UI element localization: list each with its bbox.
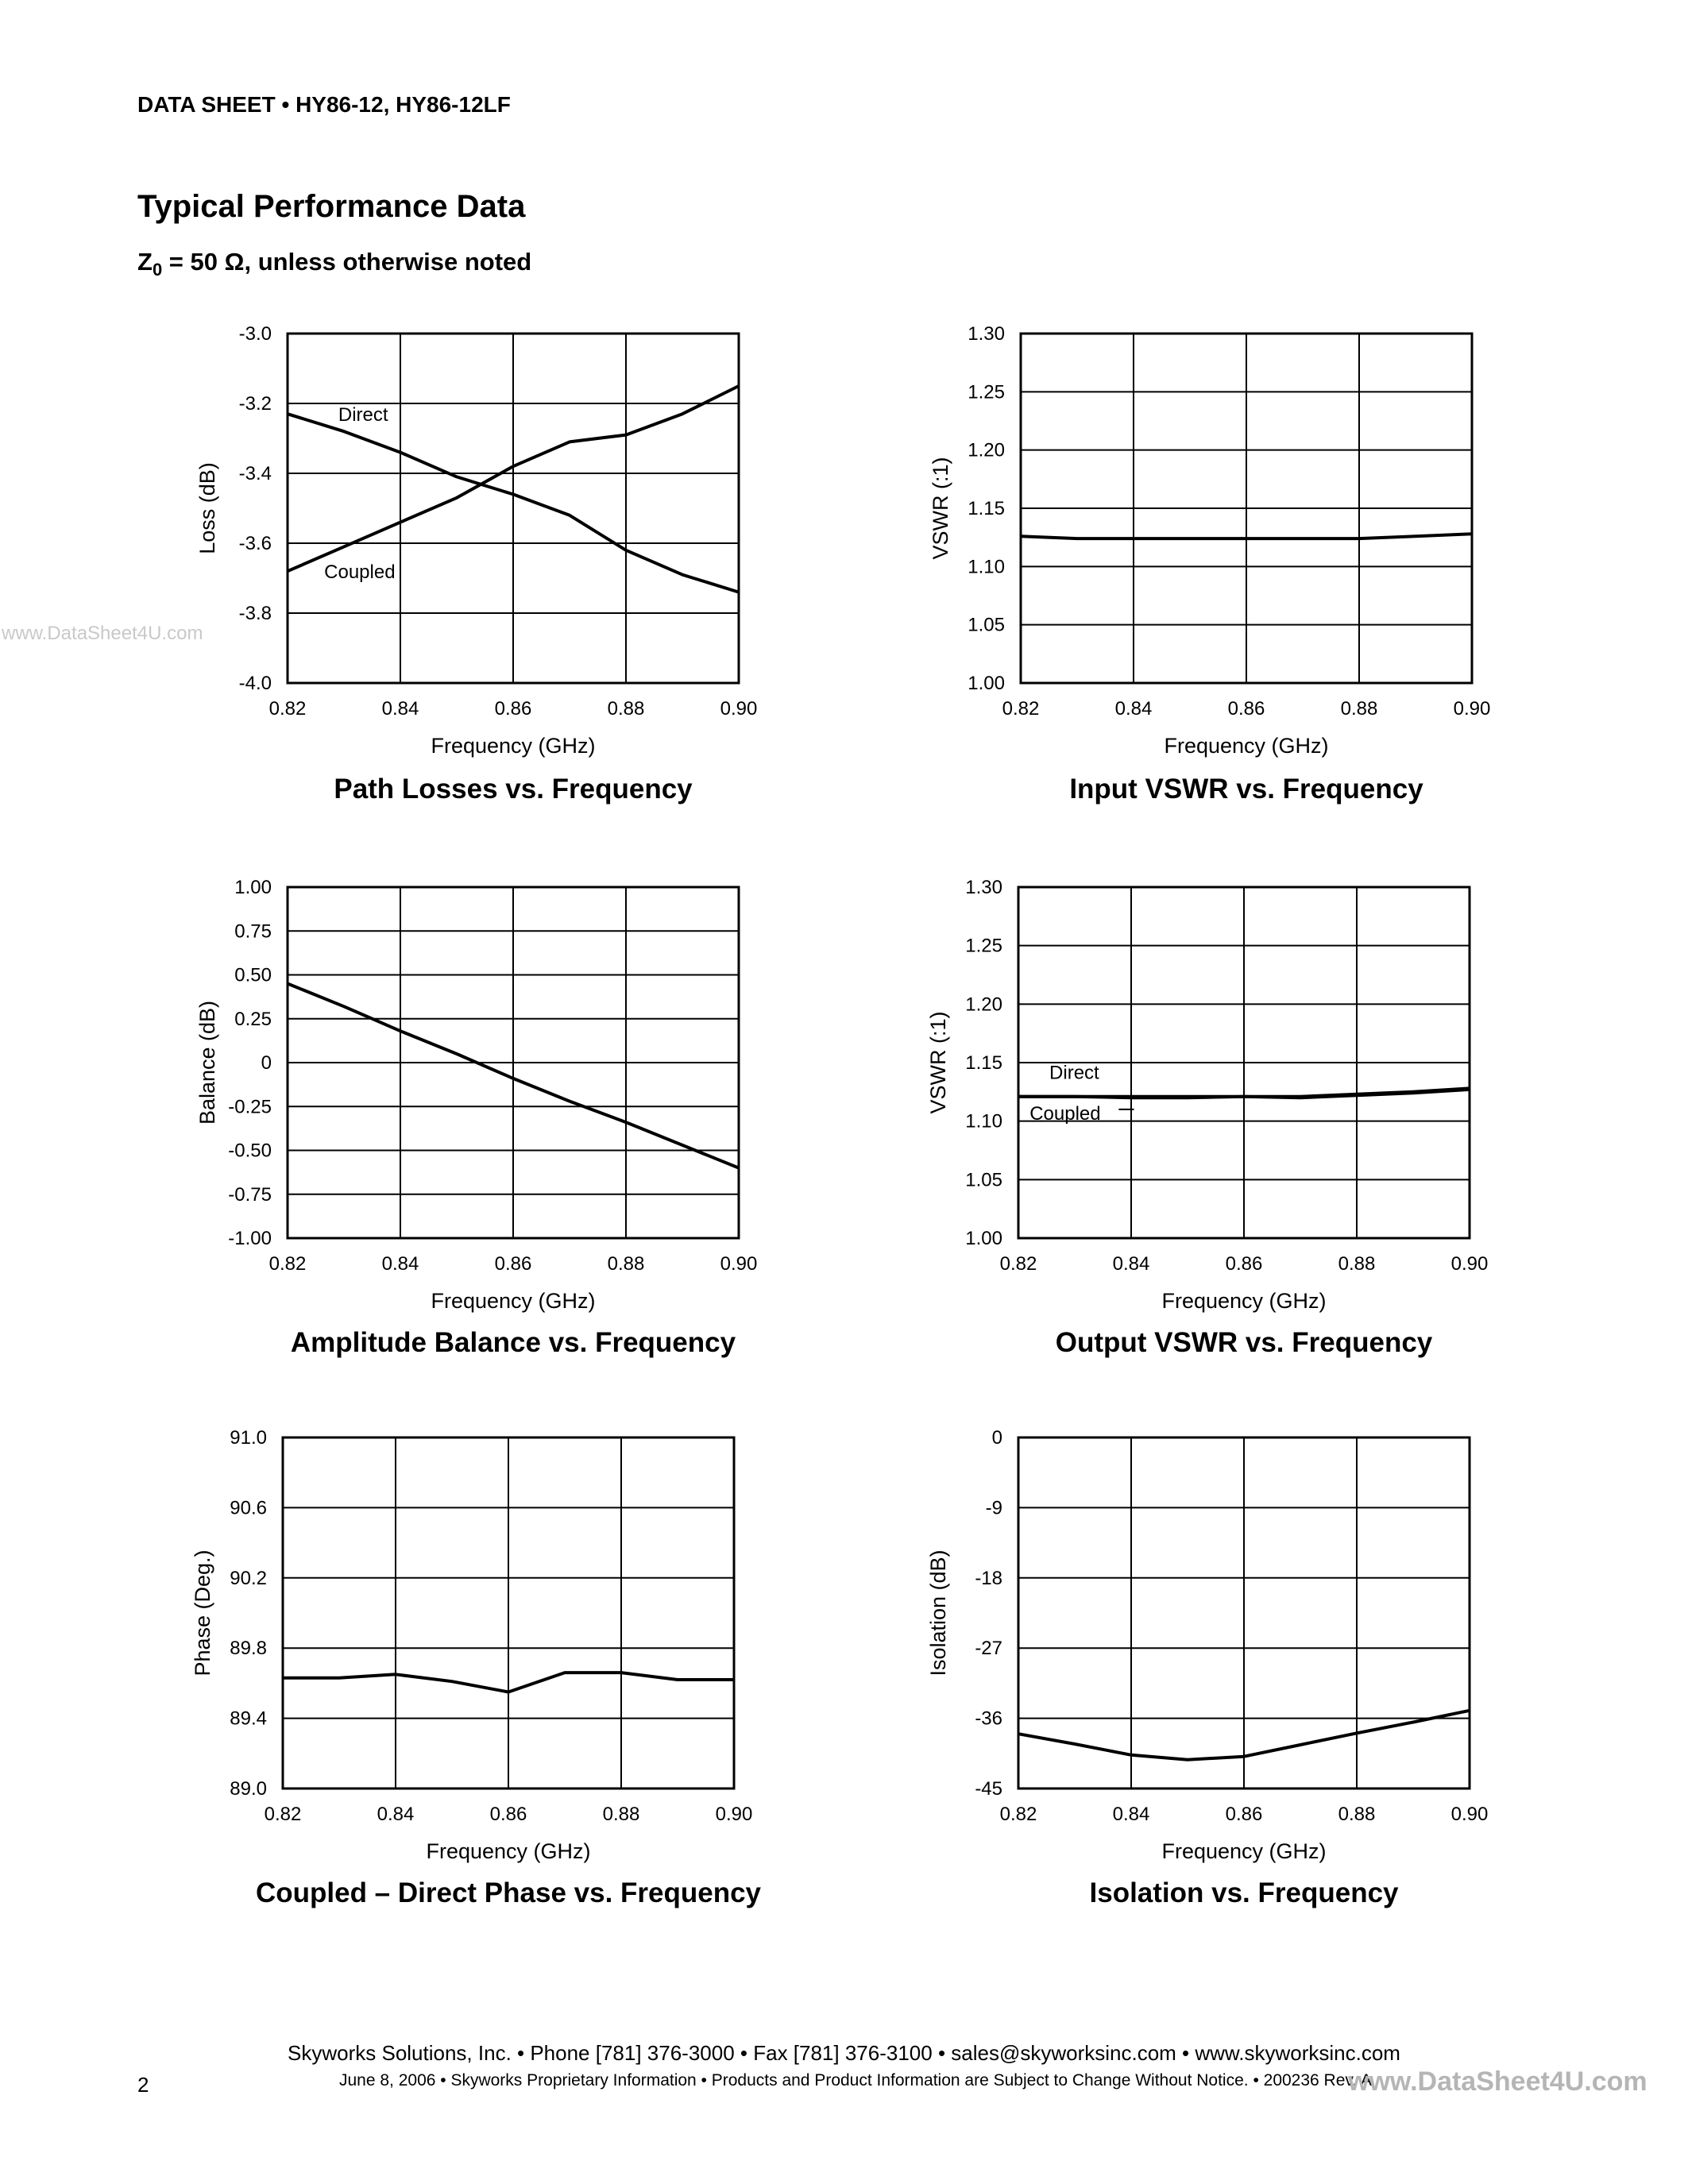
isolation-y-tick-label: -36 [975,1707,1002,1730]
isolation-x-axis-label: Frequency (GHz) [1161,1839,1327,1863]
phase-y-tick-label: 89.4 [230,1707,267,1730]
output-vswr-x-axis-label: Frequency (GHz) [1161,1289,1327,1313]
isolation-y-tick-label: -9 [985,1497,1002,1519]
isolation-x-tick-label: 0.88 [1338,1804,1376,1825]
path-loss-series-direct-line [288,414,739,592]
isolation-x-tick-label: 0.90 [1450,1804,1489,1825]
path-loss-x-tick-label: 0.86 [494,698,532,720]
input-vswr-x-tick-label: 0.86 [1227,698,1265,720]
amplitude-balance-y-tick-label: 0.25 [234,1008,272,1030]
output-vswr-series-direct-line [1018,1090,1470,1098]
phase-y-axis-label: Phase (Deg.) [191,1549,214,1677]
phase-y-tick-label: 90.6 [230,1497,267,1519]
amplitude-balance-plot-frame [288,887,739,1238]
output-vswr-x-tick-label: 0.86 [1225,1253,1263,1275]
phase-y-tick-label: 90.2 [230,1567,267,1589]
phase-x-tick-label: 0.88 [602,1804,640,1825]
path-loss-x-tick-label: 0.82 [268,698,307,720]
output-vswr-y-axis-label: VSWR (:1) [926,1011,950,1114]
path-loss-y-tick-label: -3.0 [238,323,272,345]
input-vswr-series-input-line [1021,534,1472,538]
path-loss-y-tick-label: -3.6 [238,533,272,554]
phase-x-tick-label: 0.90 [715,1804,753,1825]
output-vswr-plot-frame [1018,887,1470,1238]
output-vswr-y-tick-label: 1.25 [965,935,1002,957]
amplitude-balance-y-tick-label: 0.50 [234,964,272,986]
phase-plot-frame [283,1437,734,1788]
output-vswr-label-coupled: Coupled [1029,1103,1101,1125]
path-loss-x-tick-label: 0.90 [720,698,758,720]
amplitude-balance-x-axis-label: Frequency (GHz) [431,1289,596,1313]
amplitude-balance-x-tick-label: 0.86 [494,1253,532,1275]
path-loss-plot-frame [288,334,739,683]
phase-y-tick-label: 89.0 [230,1778,267,1800]
input-vswr-y-tick-label: 1.15 [968,498,1005,519]
header-doc-title: DATA SHEET • HY86-12, HY86-12LF [137,92,511,117]
phase-y-tick-label: 91.0 [230,1427,267,1449]
output-vswr-y-tick-label: 1.10 [965,1110,1002,1133]
amplitude-balance-y-tick-label: 0.75 [234,920,272,943]
path-loss-y-axis-label: Loss (dB) [195,462,219,554]
phase-x-tick-label: 0.86 [489,1804,527,1825]
amplitude-balance-x-tick-label: 0.88 [607,1253,645,1275]
input-vswr-chart-title: Input VSWR vs. Frequency [1069,774,1423,805]
input-vswr-x-tick-label: 0.90 [1453,698,1491,720]
output-vswr-y-tick-label: 1.15 [965,1052,1002,1074]
amplitude-balance-y-tick-label: 1.00 [234,877,272,898]
path-loss-y-tick-label: -3.8 [238,603,272,624]
output-vswr-x-tick-label: 0.88 [1338,1253,1376,1275]
path-loss-x-axis-label: Frequency (GHz) [431,734,596,758]
path-loss-x-tick-label: 0.84 [381,698,419,720]
output-vswr-x-tick-label: 0.82 [999,1253,1037,1275]
path-loss-label-coupled: Coupled [324,561,396,583]
amplitude-balance-x-tick-label: 0.84 [381,1253,419,1275]
isolation-y-tick-label: 0 [991,1427,1002,1449]
page-number: 2 [137,2073,149,2097]
output-vswr-y-tick-label: 1.00 [965,1228,1002,1249]
impedance-note [137,248,531,280]
section-title: Typical Performance Data [137,189,526,224]
phase-y-tick-label: 89.8 [230,1638,267,1660]
input-vswr-y-tick-label: 1.05 [968,614,1005,636]
impedance-text: = 50 Ω, unless otherwise noted [162,248,532,276]
amplitude-balance-y-tick-label: -0.25 [228,1096,272,1118]
output-vswr-x-tick-label: 0.90 [1450,1253,1489,1275]
phase-chart-title: Coupled – Direct Phase vs. Frequency [255,1877,762,1908]
path-loss-y-tick-label: -4.0 [238,673,272,694]
phase-x-tick-label: 0.84 [377,1804,415,1825]
input-vswr-y-tick-label: 1.25 [968,381,1005,403]
isolation-y-tick-label: -18 [975,1567,1002,1589]
input-vswr-y-tick-label: 1.00 [968,673,1005,694]
amplitude-balance-chart-title: Amplitude Balance vs. Frequency [290,1327,736,1358]
input-vswr-x-tick-label: 0.84 [1114,698,1153,720]
amplitude-balance-y-axis-label: Balance (dB) [195,1000,219,1125]
phase-x-tick-label: 0.82 [264,1804,302,1825]
input-vswr-x-axis-label: Frequency (GHz) [1164,734,1329,758]
amplitude-balance-y-tick-label: -0.50 [228,1140,272,1162]
phase-x-axis-label: Frequency (GHz) [426,1839,591,1863]
isolation-x-tick-label: 0.82 [999,1804,1037,1825]
path-loss-y-tick-label: -3.4 [238,463,272,484]
input-vswr-plot-frame [1021,334,1472,683]
path-loss-y-tick-label: -3.2 [238,393,272,415]
footer-notice: June 8, 2006 • Skyworks Proprietary Information • Products and Product Information are Subject to Change Without Notice. • 200236 Rev. A [339,2071,1372,2089]
impedance-subscript: 0 [152,260,163,280]
amplitude-balance-y-tick-label: -1.00 [228,1228,272,1249]
amplitude-balance-y-tick-label: -0.75 [228,1183,272,1206]
output-vswr-label-direct: Direct [1049,1062,1099,1084]
output-vswr-chart-title: Output VSWR vs. Frequency [1055,1327,1433,1358]
amplitude-balance-series-balance-line [288,984,739,1168]
watermark-left: www.DataSheet4U.com [2,623,203,644]
path-loss-label-direct: Direct [338,404,388,426]
amplitude-balance-x-tick-label: 0.90 [720,1253,758,1275]
output-vswr-x-tick-label: 0.84 [1112,1253,1150,1275]
isolation-y-tick-label: -27 [975,1638,1002,1660]
output-vswr-series-coupled-line [1018,1088,1470,1096]
input-vswr-y-axis-label: VSWR (:1) [929,457,952,560]
path-loss-chart-title: Path Losses vs. Frequency [334,774,693,805]
isolation-x-tick-label: 0.84 [1112,1804,1150,1825]
footer-contact: Skyworks Solutions, Inc. • Phone [781] 376-3000 • Fax [781] 376-3100 • sales@skyworksinc.com • www.skyworksinc.com [288,2041,1400,2065]
isolation-y-axis-label: Isolation (dB) [926,1549,950,1677]
isolation-x-tick-label: 0.86 [1225,1804,1263,1825]
path-loss-x-tick-label: 0.88 [607,698,645,720]
watermark-bottom: www.DataSheet4U.com [1348,2066,1647,2097]
impedance-symbol: Z [137,248,153,276]
input-vswr-y-tick-label: 1.10 [968,556,1005,578]
isolation-y-tick-label: -45 [975,1778,1002,1800]
output-vswr-y-tick-label: 1.20 [965,994,1002,1016]
input-vswr-y-tick-label: 1.30 [968,323,1005,345]
input-vswr-y-tick-label: 1.20 [968,439,1005,461]
input-vswr-x-tick-label: 0.82 [1002,698,1040,720]
isolation-chart-title: Isolation vs. Frequency [1089,1877,1399,1908]
amplitude-balance-x-tick-label: 0.82 [268,1253,307,1275]
amplitude-balance-y-tick-label: 0 [261,1052,272,1074]
path-loss-series-coupled-line [288,386,739,571]
isolation-plot-frame [1018,1437,1470,1788]
output-vswr-y-tick-label: 1.30 [965,877,1002,898]
phase-series-phase-line [283,1673,734,1692]
input-vswr-x-tick-label: 0.88 [1340,698,1378,720]
output-vswr-y-tick-label: 1.05 [965,1169,1002,1191]
isolation-series-isolation-line [1018,1711,1470,1760]
